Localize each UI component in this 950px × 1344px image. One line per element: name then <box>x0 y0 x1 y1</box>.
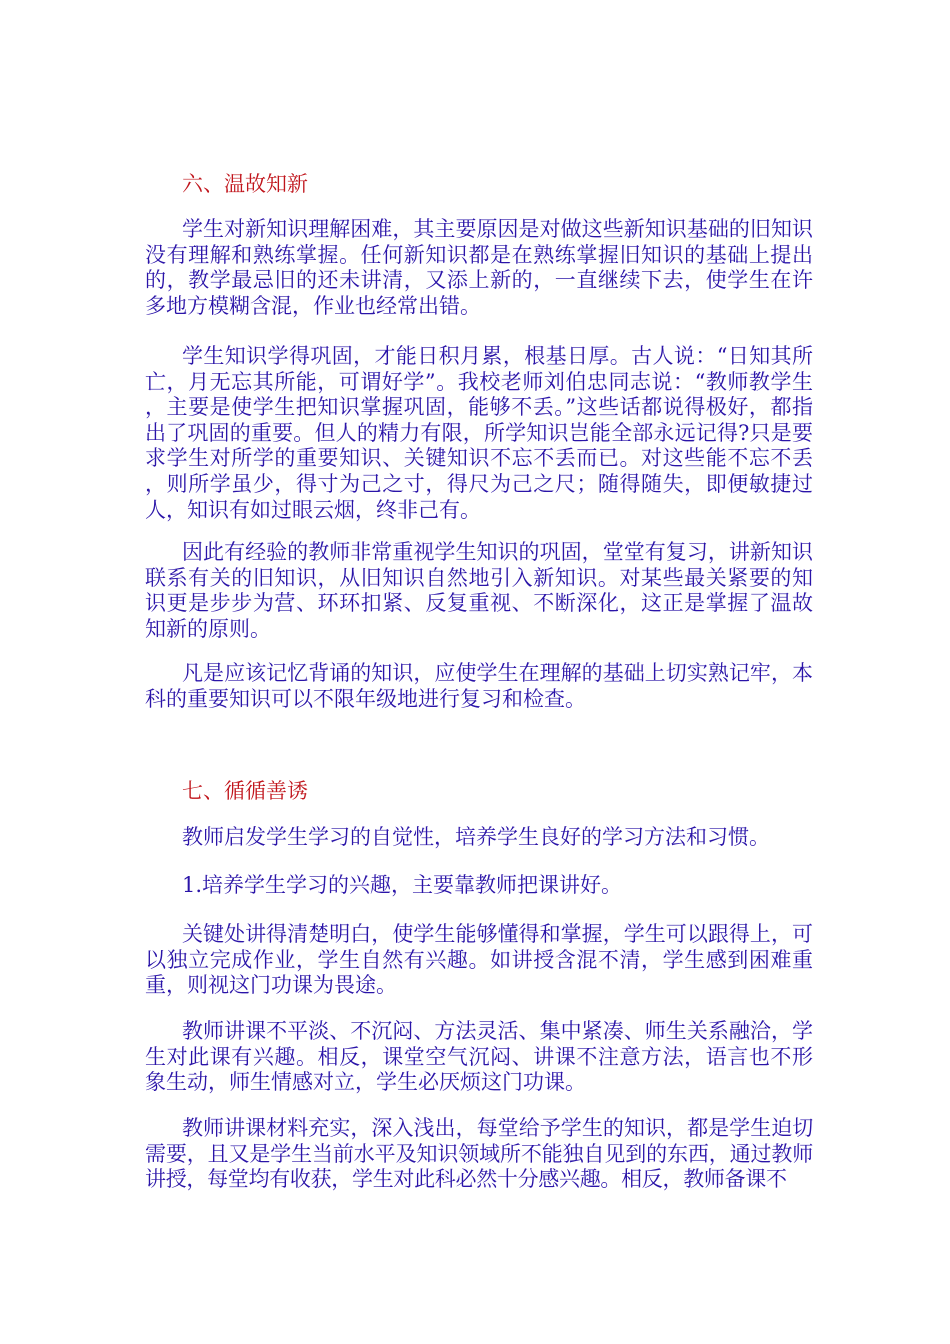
section-7-paragraph-4: 教师讲课不平淡、不沉闷、方法灵活、集中紧凑、师生关系融洽，学生对此课有兴趣。相反，课堂空气沉闷、讲课不注意方法，语言也不形象生动，师生情感对立，学生必厌烦这门功课。 <box>145 1019 813 1095</box>
section-6-paragraph-2: 学生知识学得巩固，才能日积月累，根基日厚。古人说：“日知其所亡，月无忘其所能，可谓好学”。我校老师刘伯忠同志说：“教师教学生，主要是使学生把知识掌握巩固，能够不丢。”这些话都说得极好，都指出了巩固的重要。但人的精力有限，所学知识岂能全部永远记得?只是要求学生对所学的重要知识、关键知识不忘不丢而已。对这些能不忘不丢，则所学虽少，得寸为己之寸，得尺为己之尺；随得随失，即便敏捷过人，知识有如过眼云烟，终非己有。 <box>145 344 813 522</box>
section-7-paragraph-2: 1.培养学生学习的兴趣，主要靠教师把课讲好。 <box>182 873 623 897</box>
section-7-paragraph-5: 教师讲课材料充实，深入浅出，每堂给予学生的知识，都是学生迫切需要，且又是学生当前水平及知识领域所不能独自见到的东西，通过教师讲授，每堂均有收获，学生对此科必然十分感兴趣。相反，教师备课不 <box>145 1116 813 1192</box>
section-7-heading: 七、循循善诱 <box>182 779 308 803</box>
section-6-paragraph-1: 学生对新知识理解困难，其主要原因是对做这些新知识基础的旧知识没有理解和熟练掌握。任何新知识都是在熟练掌握旧知识的基础上提出的，教学最忌旧的还未讲清，又添上新的，一直继续下去，使学生在许多地方模糊含混，作业也经常出错。 <box>145 217 813 318</box>
section-6-paragraph-4: 凡是应该记忆背诵的知识，应使学生在理解的基础上切实熟记牢，本科的重要知识可以不限年级地进行复习和检查。 <box>145 661 813 711</box>
section-6-paragraph-3: 因此有经验的教师非常重视学生知识的巩固，堂堂有复习，讲新知识联系有关的旧知识，从旧知识自然地引入新知识。对某些最关紧要的知识更是步步为营、环环扣紧、反复重视、不断深化，这正是掌握了温故知新的原则。 <box>145 540 813 641</box>
section-7-paragraph-3: 关键处讲得清楚明白，使学生能够懂得和掌握，学生可以跟得上，可以独立完成作业，学生自然有兴趣。如讲授含混不清，学生感到困难重重，则视这门功课为畏途。 <box>145 922 813 998</box>
section-6-heading: 六、温故知新 <box>182 172 308 196</box>
section-7-paragraph-1: 教师启发学生学习的自觉性，培养学生良好的学习方法和习惯。 <box>182 825 770 849</box>
